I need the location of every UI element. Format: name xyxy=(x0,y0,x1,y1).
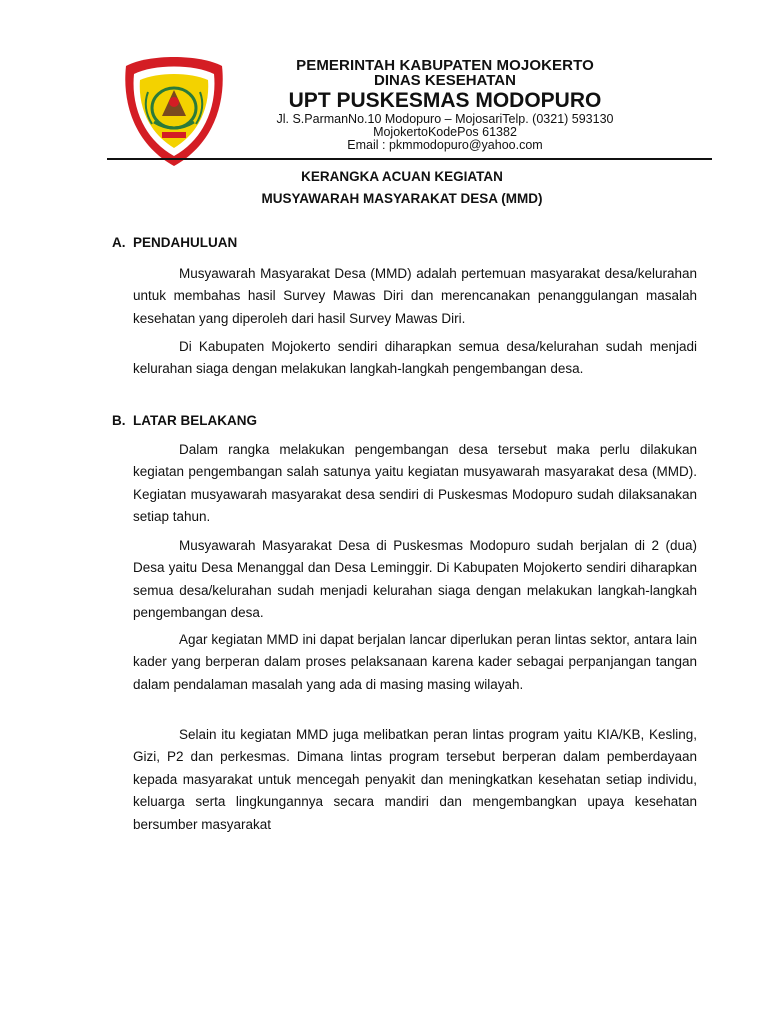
paragraph: Musyawarah Masyarakat Desa (MMD) adalah pertemuan masyarakat desa/kelurahan untuk membahas hasil Survey Mawas Diri dan merencanakan penanggulangan masalah kesehatan yang diperoleh dari hasil Survey Mawas Diri. xyxy=(133,266,697,326)
document-title: KERANGKA ACUAN KEGIATAN xyxy=(301,169,503,184)
letterhead-divider xyxy=(107,158,712,160)
letterhead xyxy=(240,58,650,152)
paragraph: Selain itu kegiatan MMD juga melibatkan peran lintas program yaitu KIA/KB, Kesling, Gizi, P2 dan perkesmas. Dimana lintas program tersebut berperan dalam pemberdayaan kepada masyarakat untuk mencegah penyakit dan meningkatkan kesehatan setiap individu, keluarga serta lingkungannya secara mandiri dan mengembangkan upaya kesehatan bersumber masyarakat xyxy=(133,727,697,832)
department-name: DINAS KESEHATAN xyxy=(374,72,516,89)
government-name: PEMERINTAH KABUPATEN MOJOKERTO xyxy=(296,57,594,74)
institution-name: UPT PUSKESMAS MODOPURO xyxy=(288,89,602,112)
address-line-2: MojokertoKodePos 61382 xyxy=(373,125,517,139)
email-line: Email : pkmmodopuro@yahoo.com xyxy=(347,138,543,152)
paragraph: Musyawarah Masyarakat Desa di Puskesmas Modopuro sudah berjalan di 2 (dua) Desa yaitu Desa Menanggal dan Desa Leminggir. Di Kabupaten Mojokerto sendiri diharapkan semua desa/kelurahan sudah menjadi kelurahan siaga dengan melakukan langkah-langkah pengembangan desa. xyxy=(133,538,697,621)
section-heading-b xyxy=(112,413,257,428)
paragraph: Dalam rangka melakukan pengembangan desa tersebut maka perlu dilakukan kegiatan pengembangan salah satunya yaitu kegiatan musyawarah masyarakat desa (MMD). Kegiatan musyawarah masyarakat desa sendiri di Puskesmas Modopuro sudah dilaksanakan setiap tahun. xyxy=(133,442,697,525)
section-number: A. xyxy=(112,235,126,250)
document-subtitle: MUSYAWARAH MASYARAKAT DESA (MMD) xyxy=(261,191,543,206)
mojokerto-regency-emblem-icon xyxy=(118,52,230,170)
section-title: LATAR BELAKANG xyxy=(133,413,257,428)
paragraph: Di Kabupaten Mojokerto sendiri diharapkan semua desa/kelurahan sudah menjadi kelurahan siaga dengan melakukan langkah-langkah pengembangan desa. xyxy=(133,339,697,377)
paragraph: Agar kegiatan MMD ini dapat berjalan lancar diperlukan peran lintas sektor, antara lain kader yang berperan dalam proses pelaksanaan karena kader sebagai perpanjangan tangan dalam pendalaman masalah yang ada di masing masing wilayah. xyxy=(133,632,697,692)
address-line-1: Jl. S.ParmanNo.10 Modopuro – MojosariTelp. (0321) 593130 xyxy=(276,112,614,126)
section-title: PENDAHULUAN xyxy=(133,235,238,250)
section-heading-a xyxy=(112,235,237,250)
section-number: B. xyxy=(112,413,126,428)
